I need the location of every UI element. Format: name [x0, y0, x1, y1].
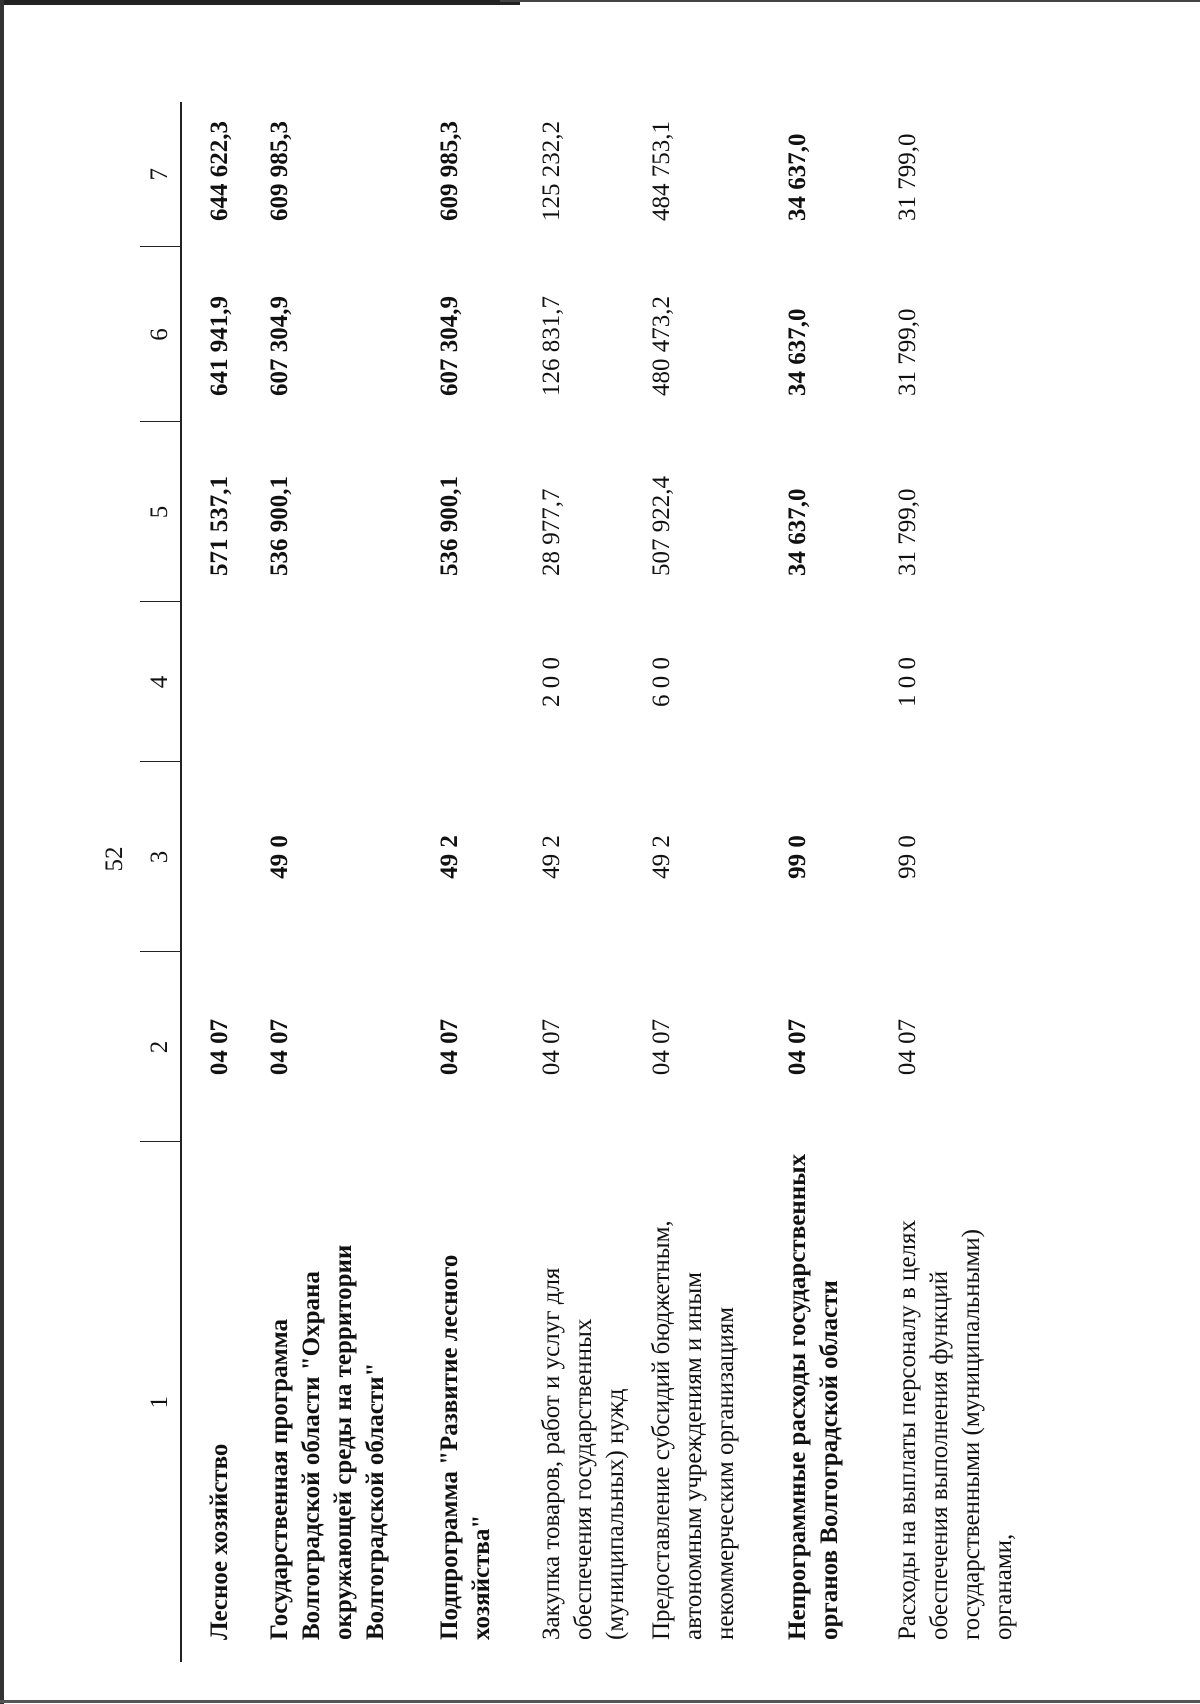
- row-amount-7: 609 985,3: [436, 121, 463, 221]
- table-header-row: [140, 102, 181, 1662]
- row-section-code: 04 07: [266, 1018, 293, 1076]
- row-expense-type: 6 0 0: [648, 657, 675, 707]
- row-amount-5: 31 799,0: [894, 488, 921, 576]
- row-program-code: 49 2: [648, 835, 675, 879]
- column-header: 1: [140, 1142, 181, 1662]
- row-expense-type: [181, 602, 256, 762]
- column-header: 6: [140, 247, 181, 422]
- table-row: [181, 102, 256, 1662]
- row-amount-5: 507 922,4: [648, 476, 675, 576]
- row-amount-7: 125 232,2: [538, 121, 565, 221]
- row-program-code: 99 0: [894, 835, 921, 879]
- row-amount-7: 644 622,3: [206, 121, 233, 221]
- page-number: 52: [101, 846, 128, 872]
- row-program-code: 99 0: [784, 835, 811, 879]
- rotated-page: [140, 102, 1170, 1662]
- scan-edge-top-thin: [500, 0, 1200, 2]
- row-amount-5: 34 637,0: [784, 488, 811, 576]
- row-amount-6: 126 831,7: [538, 296, 565, 396]
- table-row: [892, 102, 1032, 1662]
- row-amount-6: 607 304,9: [436, 296, 463, 396]
- row-program-code: 49 0: [266, 835, 293, 879]
- column-header: 5: [140, 422, 181, 602]
- row-section-code: 04 07: [648, 1018, 675, 1076]
- row-name: Предоставление субсидий бюджетным, автономным учреждениям и иным некоммерческим организациям: [648, 1220, 739, 1640]
- row-section-code: 04 07: [538, 1018, 565, 1076]
- scan-edge-left: [0, 0, 4, 1704]
- column-header: 3: [140, 762, 181, 952]
- row-amount-7: 31 799,0: [894, 133, 921, 221]
- column-header: 2: [140, 952, 181, 1142]
- row-amount-7: 609 985,3: [266, 121, 293, 221]
- row-name: Лесное хозяйство: [206, 1443, 233, 1640]
- table-row: [782, 102, 892, 1662]
- row-amount-5: 536 900,1: [266, 476, 293, 576]
- budget-table: [140, 102, 1032, 1662]
- row-expense-type: 1 0 0: [894, 657, 921, 707]
- row-program-code: 49 2: [436, 835, 463, 879]
- row-amount-7: 484 753,1: [648, 121, 675, 221]
- row-name: Государственная программа Волгоградской области "Охрана окружающей среды на территории Волгоградской области": [266, 1244, 389, 1640]
- row-name: Закупка товаров, работ и услуг для обеспечения государственных (муниципальных) нужд: [538, 1267, 629, 1640]
- row-section-code: 04 07: [206, 1018, 233, 1076]
- row-amount-6: 607 304,9: [266, 296, 293, 396]
- row-section-code: 04 07: [436, 1018, 463, 1076]
- row-name: Расходы на выплаты персоналу в целях обеспечения выполнения функций государственными (муниципальными) органами,: [894, 1220, 1017, 1640]
- row-amount-7: 34 637,0: [784, 133, 811, 221]
- table-row: [536, 102, 646, 1662]
- scan-edge-top: [0, 0, 520, 5]
- table-row: [434, 102, 536, 1662]
- row-expense-type: [782, 602, 892, 762]
- row-amount-6: 480 473,2: [648, 296, 675, 396]
- column-header: 7: [140, 102, 181, 247]
- row-expense-type: 2 0 0: [538, 657, 565, 707]
- row-amount-6: 641 941,9: [206, 296, 233, 396]
- row-section-code: 04 07: [784, 1018, 811, 1076]
- row-name: Непрограммные расходы государственных органов Волгоградской области: [784, 1153, 843, 1640]
- table-row: [646, 102, 782, 1662]
- row-program-code: 49 2: [538, 835, 565, 879]
- row-amount-5: 536 900,1: [436, 476, 463, 576]
- row-name: Подпрограмма "Развитие лесного хозяйства": [436, 1254, 495, 1640]
- row-program-code: [181, 762, 256, 952]
- column-header: 4: [140, 602, 181, 762]
- row-amount-6: 34 637,0: [784, 308, 811, 396]
- row-amount-6: 31 799,0: [894, 308, 921, 396]
- row-expense-type: [434, 602, 536, 762]
- row-amount-5: 28 977,7: [538, 488, 565, 576]
- scan-edge-bottom: [0, 1700, 1200, 1703]
- row-amount-5: 571 537,1: [206, 476, 233, 576]
- row-expense-type: [256, 602, 434, 762]
- table-row: [256, 102, 434, 1662]
- row-section-code: 04 07: [894, 1018, 921, 1076]
